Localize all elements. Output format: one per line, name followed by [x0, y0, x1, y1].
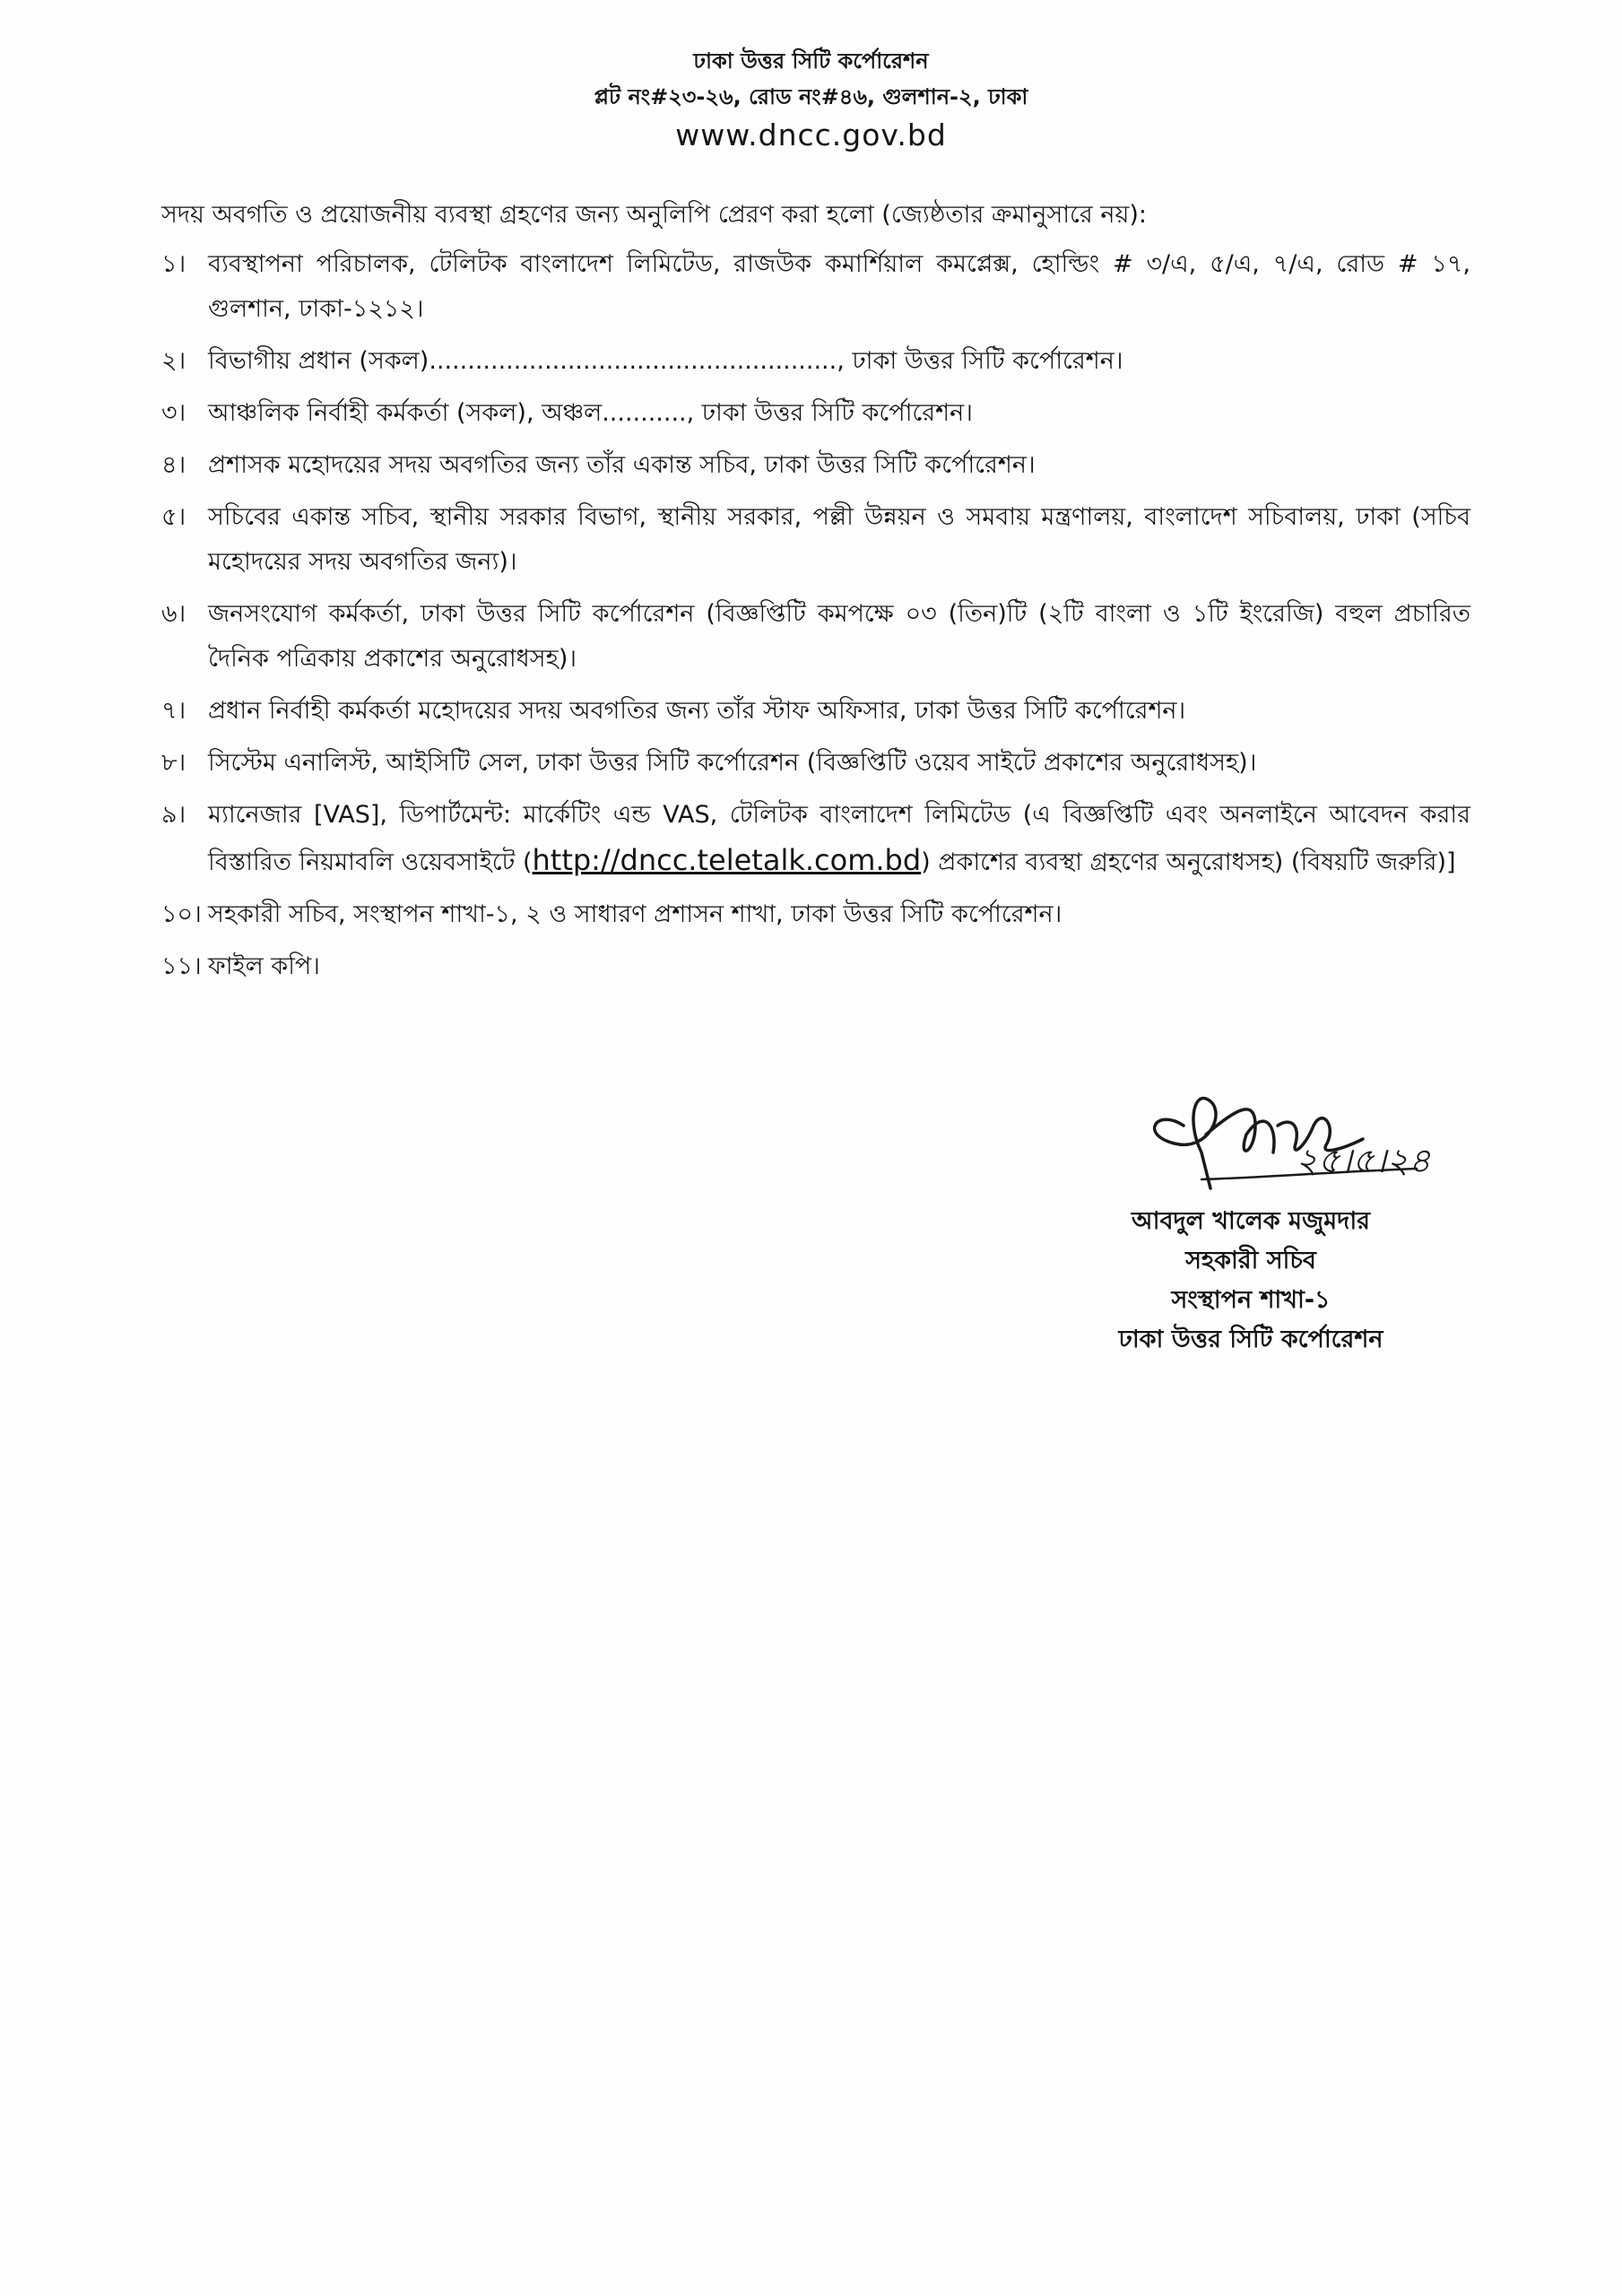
list-item — [161, 592, 1470, 682]
distribution-intro: সদয় অবগতি ও প্রয়োজনীয় ব্যবস্থা গ্রহণের জন্য অনুলিপি প্রেরণ করা হলো (জ্যেষ্ঠতার ক্রমানুসারে নয়): — [161, 201, 1147, 229]
list-item-number: ৬। — [161, 600, 186, 628]
list-item-text-before: ম্যানেজার [VAS], ডিপার্টমেন্ট: মার্কেটিং এন্ড VAS, টেলিটক বাংলাদেশ লিমিটেড (এ বিজ্ঞপ্তিটি এবং অনলাইনে আবেদন করার বিস্তারিত নিয়মাবলি ওয়েবসাইটে ( — [208, 801, 1470, 876]
signatory-block — [1058, 1202, 1444, 1360]
signatory-branch: সংস্থাপন শাখা-১ — [1171, 1286, 1331, 1314]
list-item — [161, 793, 1470, 885]
list-item-number: ৮। — [161, 749, 186, 777]
list-item — [161, 339, 1470, 384]
list-item-number: ৯। — [161, 801, 186, 829]
signatory-org: ঢাকা উত্তর সিটি কর্পোরেশন — [1118, 1326, 1383, 1353]
list-item — [161, 689, 1470, 734]
list-item-number: ১। — [161, 250, 186, 278]
list-item-text: আঞ্চলিক নির্বাহী কর্মকর্তা (সকল), অঞ্চল..........., ঢাকা উত্তর সিটি কর্পোরেশন। — [208, 399, 973, 427]
letterhead-website: www.dncc.gov.bd — [675, 117, 947, 152]
list-item-text: বিভাগীয় প্রধান (সকল)....................................................., ঢাকা উত্তর সিটি কর্পোরেশন। — [208, 347, 1123, 375]
handwritten-signature — [1121, 1072, 1479, 1215]
list-item — [161, 495, 1470, 585]
list-item-text: জনসংযোগ কর্মকর্তা, ঢাকা উত্তর সিটি কর্পোরেশন (বিজ্ঞপ্তিটি কমপক্ষে ০৩ (তিন)টি (২টি বাংলা ও ১টি ইংরেজি) বহুল প্রচারিত দৈনিক পত্রিকায় প্রকাশের অনুরোধসহ)। — [208, 600, 1470, 673]
distribution-list — [161, 242, 1470, 996]
list-item — [161, 741, 1470, 786]
letterhead-org: ঢাকা উত্তর সিটি কর্পোরেশন — [693, 48, 929, 74]
list-item-text: ফাইল কপি। — [208, 952, 320, 980]
list-item-text: প্রধান নির্বাহী কর্মকর্তা মহোদয়ের সদয় অবগতির জন্য তাঁর স্টাফ অফিসার, ঢাকা উত্তর সিটি কর্পোরেশন। — [208, 697, 1186, 725]
letterhead-address: প্লট নং#২৩-২৬, রোড নং#৪৬, গুলশান-২, ঢাকা — [594, 84, 1028, 109]
letterhead — [0, 43, 1622, 156]
teletalk-link[interactable]: http://dncc.teletalk.com.bd — [532, 843, 922, 877]
signatory-name: আবদুল খালেক মজুমদার — [1131, 1207, 1371, 1235]
list-item-number: ১১। — [161, 952, 202, 980]
list-item-number: ৭। — [161, 697, 186, 725]
list-item — [161, 892, 1470, 937]
list-item-text: সহকারী সচিব, সংস্থাপন শাখা-১, ২ ও সাধারণ প্রশাসন শাখা, ঢাকা উত্তর সিটি কর্পোরেশন। — [208, 900, 1063, 928]
signature-date: ২৫।৫।২৪ — [1296, 1141, 1431, 1180]
list-item-number: ৪। — [161, 451, 186, 479]
list-item-text — [208, 793, 1470, 885]
list-item — [161, 443, 1470, 488]
list-item — [161, 944, 1470, 989]
list-item-text: প্রশাসক মহোদয়ের সদয় অবগতির জন্য তাঁর একান্ত সচিব, ঢাকা উত্তর সিটি কর্পোরেশন। — [208, 451, 1036, 479]
list-item — [161, 391, 1470, 436]
list-item-number: ৫। — [161, 503, 186, 531]
list-item — [161, 242, 1470, 332]
list-item-text-after: ) প্রকাশের ব্যবস্থা গ্রহণের অনুরোধসহ) (বিষয়টি জরুরি)] — [921, 848, 1456, 876]
list-item-number: ৩। — [161, 399, 186, 427]
list-item-text: ব্যবস্থাপনা পরিচালক, টেলিটক বাংলাদেশ লিমিটেড, রাজউক কমার্শিয়াল কমপ্লেক্স, হোল্ডিং # ৩/এ, ৫/এ, ৭/এ, রোড # ১৭, গুলশান, ঢাকা-১২১২। — [208, 250, 1470, 323]
signatory-designation: সহকারী সচিব — [1185, 1247, 1316, 1274]
list-item-number: ২। — [161, 347, 186, 375]
list-item-text: সিস্টেম এনালিস্ট, আইসিটি সেল, ঢাকা উত্তর সিটি কর্পোরেশন (বিজ্ঞপ্তিটি ওয়েব সাইটে প্রকাশের অনুরোধসহ)। — [208, 749, 1257, 777]
list-item-number: ১০। — [161, 900, 202, 928]
list-item-text: সচিবের একান্ত সচিব, স্থানীয় সরকার বিভাগ, স্থানীয় সরকার, পল্লী উন্নয়ন ও সমবায় মন্ত্রণালয়, বাংলাদেশ সচিবালয়, ঢাকা (সচিব মহোদয়ের সদয় অবগতির জন্য)। — [208, 503, 1470, 576]
